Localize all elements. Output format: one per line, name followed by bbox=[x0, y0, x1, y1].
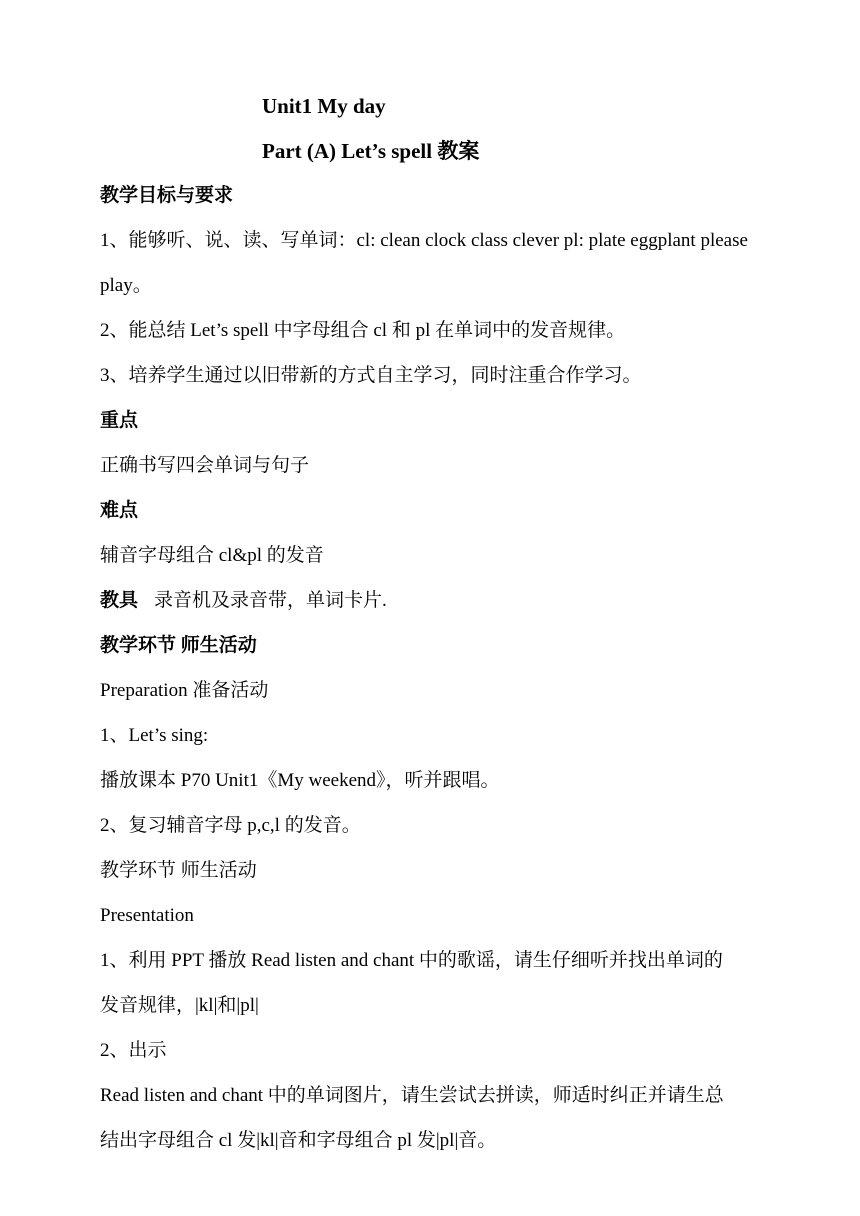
difficulty-text: 辅音字母组合 cl&pl 的发音 bbox=[100, 545, 324, 566]
teaching-tools-text: 录音机及录音带，单词卡片. bbox=[154, 590, 387, 611]
preparation-heading: Preparation 准备活动 bbox=[100, 680, 269, 701]
process-heading: 教学环节 师生活动 bbox=[100, 635, 257, 656]
difficulty-heading: 难点 bbox=[100, 500, 139, 521]
presentation-step-2-continued: 结出字母组合 cl 发|kl|音和字母组合 pl 发|pl|音。 bbox=[100, 1130, 497, 1151]
goal-item-2: 2、能总结 Let’s spell 中字母组合 cl 和 pl 在单词中的发音规律。 bbox=[100, 320, 626, 341]
preparation-step-2: 2、复习辅音字母 p,c,l 的发音。 bbox=[100, 815, 361, 836]
preparation-step-1: 1、Let’s sing: bbox=[100, 725, 209, 746]
teaching-tools-line bbox=[100, 589, 387, 613]
presentation-step-2: 2、出示 bbox=[100, 1040, 167, 1061]
preparation-step-1-detail: 播放课本 P70 Unit1《My weekend》，听并跟唱。 bbox=[100, 770, 500, 791]
key-points-heading: 重点 bbox=[100, 410, 139, 431]
presentation-step-1-continued: 发音规律，|kl|和|pl| bbox=[100, 995, 259, 1016]
process-heading-2: 教学环节 师生活动 bbox=[100, 860, 257, 881]
key-points-text: 正确书写四会单词与句子 bbox=[100, 455, 310, 476]
teaching-tools-label: 教具 bbox=[100, 590, 139, 611]
goal-item-1: 1、能够听、说、读、写单词：cl: clean clock class clever pl: plate eggplant please bbox=[100, 230, 748, 251]
document-subtitle: Part (A) Let’s spell 教案 bbox=[262, 139, 480, 163]
goal-item-3: 3、培养学生通过以旧带新的方式自主学习，同时注重合作学习。 bbox=[100, 365, 642, 386]
goals-heading: 教学目标与要求 bbox=[100, 185, 234, 206]
document-title: Unit1 My day bbox=[262, 94, 386, 118]
presentation-heading: Presentation bbox=[100, 905, 194, 926]
goal-item-1-continued: play。 bbox=[100, 275, 152, 296]
presentation-step-1: 1、利用 PPT 播放 Read listen and chant 中的歌谣，请生仔细听并找出单词的 bbox=[100, 950, 723, 971]
presentation-step-2-detail: Read listen and chant 中的单词图片，请生尝试去拼读，师适时纠正并请生总 bbox=[100, 1085, 724, 1106]
